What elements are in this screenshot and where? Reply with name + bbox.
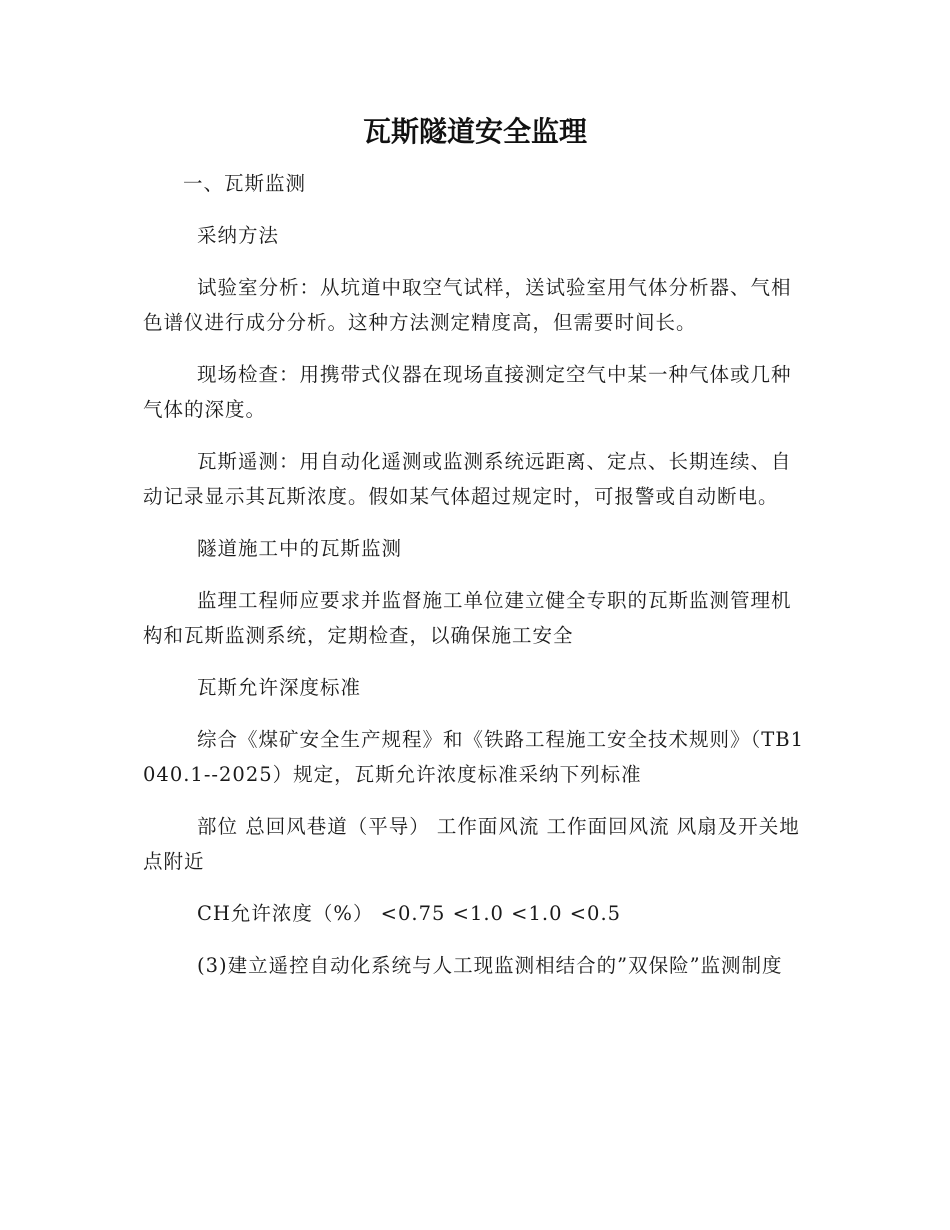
paragraph: (3)建立遥控自动化系统与人工现监测相结合的”双保险”监测制度 bbox=[197, 954, 783, 977]
paragraph: 瓦斯遥测：用自动化遥测或监测系统远距离、定点、长期连续、自动记录显示其瓦斯浓度。假如某气体超过规定时，可报警或自动断电。 bbox=[143, 450, 792, 508]
document-body bbox=[143, 166, 808, 983]
paragraph: 采纳方法 bbox=[197, 224, 280, 247]
paragraph: 隧道施工中的瓦斯监测 bbox=[197, 537, 403, 560]
paragraph: CH允许浓度（%） <0.75 <1.0 <1.0 <0.5 bbox=[197, 902, 622, 925]
document-title: 瓦斯隧道安全监理 bbox=[362, 115, 587, 148]
section-heading: 一、瓦斯监测 bbox=[183, 172, 307, 195]
paragraph: 监理工程师应要求并监督施工单位建立健全专职的瓦斯监测管理机构和瓦斯监测系统，定期检查，以确保施工安全 bbox=[143, 589, 792, 647]
paragraph: 综合《煤矿安全生产规程》和《铁路工程施工安全技术规则》（TB1040.1--2025）规定，瓦斯允许浓度标准采纳下列标准 bbox=[143, 728, 804, 786]
paragraph: 试验室分析：从坑道中取空气试样，送试验室用气体分析器、气相色谱仪进行成分分析。这种方法测定精度高，但需要时间长。 bbox=[143, 276, 792, 334]
paragraph: 现场检查：用携带式仪器在现场直接测定空气中某一种气体或几种气体的深度。 bbox=[143, 363, 792, 421]
paragraph: 部位 总回风巷道（平导） 工作面风流 工作面回风流 风扇及开关地点附近 bbox=[143, 815, 800, 873]
paragraph: 瓦斯允许深度标准 bbox=[197, 676, 362, 699]
